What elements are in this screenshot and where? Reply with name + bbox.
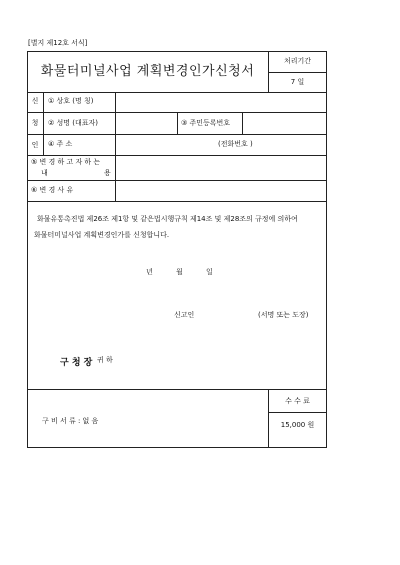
applicant-side-label-3: 인 xyxy=(31,141,39,149)
processing-period-value: 7 일 xyxy=(290,78,305,86)
change-item-field[interactable] xyxy=(116,156,326,180)
form-title: 화물터미널사업 계획변경인가신청서 xyxy=(40,64,255,79)
change-reason-label: ⑥ 변 경 사 유 xyxy=(31,186,74,194)
applicant-side-label-2: 청 xyxy=(31,119,39,127)
processing-period-label: 처리기간 xyxy=(283,57,312,65)
change-item-label-a: 내 xyxy=(41,169,48,177)
statement-line-2: 화물터미널사업 계획변경인가를 신청합니다. xyxy=(34,231,170,239)
date-month-label: 월 xyxy=(176,268,183,276)
address-field[interactable] xyxy=(116,135,216,155)
business-name-field[interactable] xyxy=(116,93,326,112)
resident-number-field[interactable] xyxy=(243,113,326,134)
applicant-sign-label: 신고인 xyxy=(174,311,195,319)
addressee-office: 구 청 장 xyxy=(60,358,93,368)
fee-value: 15,000 원 xyxy=(280,421,315,429)
date-year-label: 년 xyxy=(146,268,153,276)
applicant-side-label-1: 신 xyxy=(31,97,39,105)
business-name-label: ① 상호 (명 칭) xyxy=(48,97,94,105)
resident-number-label: ③ 주민등록번호 xyxy=(181,119,231,127)
phone-label: (전화번호 ) xyxy=(218,140,253,148)
representative-name-field[interactable] xyxy=(116,113,177,134)
required-documents: 구 비 서 류 : 없 음 xyxy=(42,417,99,425)
address-label: ④ 주 소 xyxy=(48,140,73,148)
statement-line-1: 화물유통촉진법 제26조 제1항 및 같은법시행규칙 제14조 및 제28조의 규정에 의하여 xyxy=(37,215,298,223)
form-number: [별지 제12호 서식] xyxy=(28,39,88,47)
signature-or-seal-label: (서명 또는 도장) xyxy=(258,311,309,319)
fee-label: 수 수 료 xyxy=(285,397,310,405)
change-item-label-line1: ⑤ 변 경 하 고 자 하 는 xyxy=(31,158,101,166)
addressee-suffix: 귀 하 xyxy=(97,356,113,364)
change-reason-field[interactable] xyxy=(116,181,326,201)
change-item-label-b: 용 xyxy=(104,169,111,177)
representative-name-label: ② 성명 (대표자) xyxy=(48,119,98,127)
date-day-label: 일 xyxy=(206,268,213,276)
